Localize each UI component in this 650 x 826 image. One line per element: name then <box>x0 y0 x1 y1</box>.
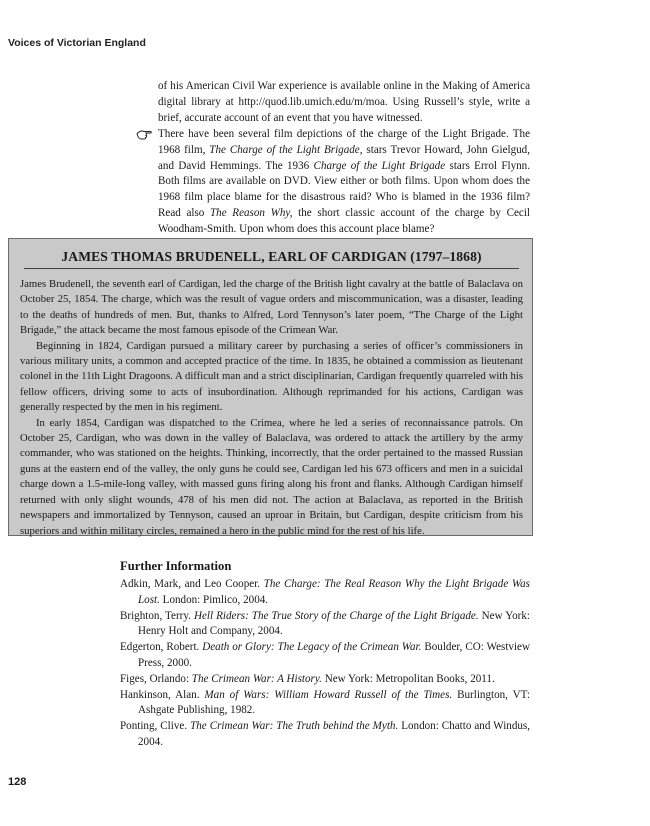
pointing-hand-icon <box>136 128 152 140</box>
reference-item: Adkin, Mark, and Leo Cooper. The Charge: The Real Reason Why the Light Brigade Was Lost. London: Pimlico, 2004. <box>120 578 530 606</box>
book-title-reason-why: The Reason Why, <box>210 207 293 220</box>
reference-item: Brighton, Terry. Hell Riders: The True Story of the Charge of the Light Brigade. New York: Henry Holt and Company, 2004. <box>120 609 530 638</box>
reference-item: Edgerton, Robert. Death or Glory: The Legacy of the Crimean War. Boulder, CO: Westview Press, 2000. <box>120 641 530 669</box>
sidebar-paragraph: James Brudenell, the seventh earl of Cardigan, led the charge of the British light cavalry at the battle of Balaclava on October 25, 1854. The charge, which was the result of vague orders and miscommunication, was a disaster, leading to the deaths of hundreds of men. But, thanks to Alfred, Lord Tennyson’s later poem, “The Charge of the Light Brigade,” the attack became the most famous episode of the Crimean War. <box>20 278 523 337</box>
continued-paragraph: of his American Civil War experience is available online in the Making of America digital library at http://quod.lib.umich.edu/m/moa. Using Russell’s style, write a brief, accurate account of an event that you have witnessed. <box>158 80 530 124</box>
film-activity-item: There have been several film depictions of the charge of the Light Brigade. The 1968 film, The Charge of the Light Brigade, stars Trevor Howard, John Gielgud, and David Hemmings. The 1936 Charge of the Light Brigade stars Errol Flynn. Both films are available on DVD. View either or both films. Upon whom does the 1968 film place blame for the disastrous raid? Who is blamed in the 1936 film? Read also The Reason Why, the short classic account of the charge by Cecil Woodham-Smith. Upon whom does this account place blame? <box>158 127 530 238</box>
page-number: 128 <box>8 776 27 788</box>
further-information <box>120 559 530 751</box>
film-title-1936: Charge of the Light Brigade <box>313 159 446 172</box>
sidebar-paragraph: In early 1854, Cardigan was dispatched to the Crimea, where he led a series of reconnaissance patrols. On October 25, Cardigan, who was down in the valley of Balaclava, was ordered to attack the artillery by the army commander, who was stationed on the heights. Thinking, incorrectly, that the order pertained to the massed Russian guns at the eastern end of the valley, the only guns he could see, Cardigan led his 673 officers and men in a suicidal charge down a 1.5-mile-long valley, with massed guns firing along his front and flanks. Although Cardigan himself returned with only slight wounds, 478 of his men did not. The action at Balaclava, as reported in the British newspapers and immortalized by Tennyson, caused an uproar in Britain, but Cardigan, despite criticism from his superiors and within military circles, remained a hero in the public mind for the rest of his life. <box>20 416 523 537</box>
sidebar-title: JAMES THOMAS BRUDENELL, EARL OF CARDIGAN (1797–1868) <box>24 249 519 269</box>
activities-text <box>158 79 530 238</box>
further-information-heading: Further Information <box>120 559 232 573</box>
reference-item: Ponting, Clive. The Crimean War: The Truth behind the Myth. London: Chatto and Windus, 2004. <box>120 720 531 748</box>
sidebar-body <box>20 277 523 539</box>
reference-item: Hankinson, Alan. Man of Wars: William Howard Russell of the Times. Burlington, VT: Ashgate Publishing, 1982. <box>120 688 530 717</box>
running-head: Voices of Victorian England <box>8 37 146 49</box>
sidebar-paragraph: Beginning in 1824, Cardigan pursued a military career by purchasing a series of officer’s commissioners in various military units, a common and accepted practice of the time. In 1835, he obtained a commission as lieutenant colonel in the 11th Light Dragoons. A difficult man and a strict disciplinarian, Cardigan frequently quarreled with his fellow officers, driving some to acts of insubordination. Although reprimanded for his actions, Cardigan was generally respected by the men in his regiment. <box>20 339 523 414</box>
film-title-1968: The Charge of the Light Brigade, <box>209 143 363 156</box>
biography-sidebar <box>8 238 533 536</box>
reference-item: Figes, Orlando: The Crimean War: A History. New York: Metropolitan Books, 2011. <box>120 672 495 685</box>
